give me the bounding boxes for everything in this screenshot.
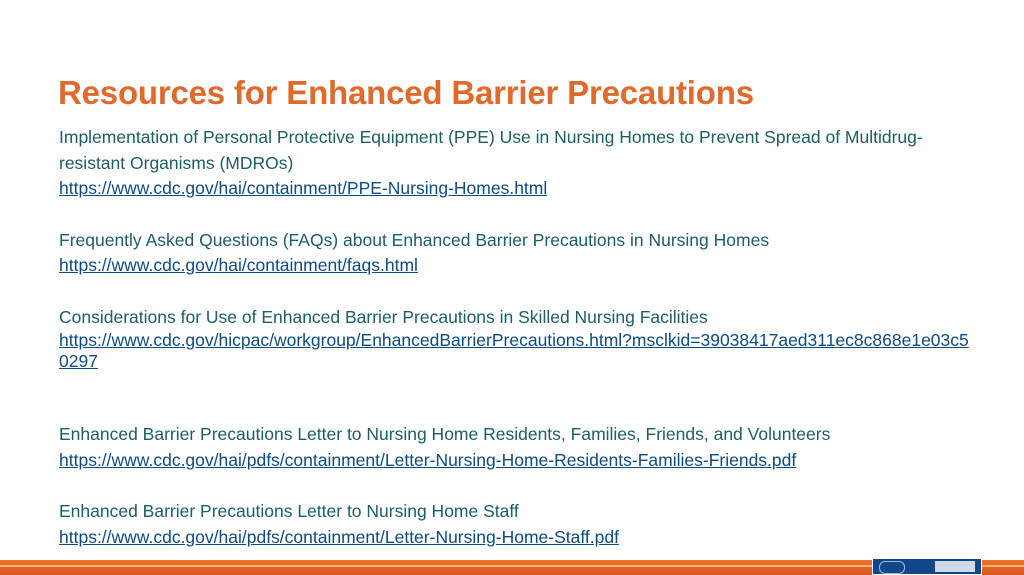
resource-item-letter-staff [59, 499, 969, 550]
resource-description: Enhanced Barrier Precautions Letter to Nursing Home Residents, Families, Friends, and Volunteers [59, 424, 831, 444]
resource-link-letter-residents[interactable]: https://www.cdc.gov/hai/pdfs/containment/Letter-Nursing-Home-Residents-Families-Friends.pdf [59, 449, 797, 470]
resource-link-letter-staff[interactable]: https://www.cdc.gov/hai/pdfs/containment/Letter-Nursing-Home-Staff.pdf [59, 526, 619, 547]
resource-item-ppe [59, 125, 969, 202]
resource-link-considerations[interactable]: https://www.cdc.gov/hicpac/workgroup/EnhancedBarrierPrecautions.html?msclkid=39038417aed311ec8c868e1e03c50297 [59, 330, 969, 371]
spacer [59, 202, 969, 228]
resource-description: Frequently Asked Questions (FAQs) about Enhanced Barrier Precautions in Nursing Homes [59, 229, 770, 250]
cdc-logo-icon [872, 558, 982, 575]
cdc-wordmark-icon [935, 561, 975, 572]
resource-link-ppe[interactable]: https://www.cdc.gov/hai/containment/PPE-Nursing-Homes.html [59, 178, 548, 198]
spacer [59, 279, 969, 305]
resource-description: Enhanced Barrier Precautions Letter to Nursing Home Staff [59, 501, 519, 521]
resource-description: Implementation of Personal Protective Equipment (PPE) Use in Nursing Homes to Prevent Spread of Multidrug-resistant Organisms (MDROs) [59, 127, 923, 173]
resource-description: Considerations for Use of Enhanced Barrier Precautions in Skilled Nursing Facilities [59, 306, 708, 327]
resource-link-faqs[interactable]: https://www.cdc.gov/hai/containment/faqs.html [59, 255, 418, 275]
hhs-eagle-icon [879, 561, 905, 574]
footer-stripe [0, 565, 1024, 567]
spacer [59, 473, 969, 499]
page-title: Resources for Enhanced Barrier Precautions [58, 74, 754, 111]
footer-band [0, 560, 1024, 575]
resource-item-faqs [59, 228, 969, 279]
resource-list [59, 125, 969, 550]
resource-item-considerations [59, 305, 969, 373]
spacer [59, 372, 969, 422]
resource-item-letter-residents [59, 422, 969, 473]
